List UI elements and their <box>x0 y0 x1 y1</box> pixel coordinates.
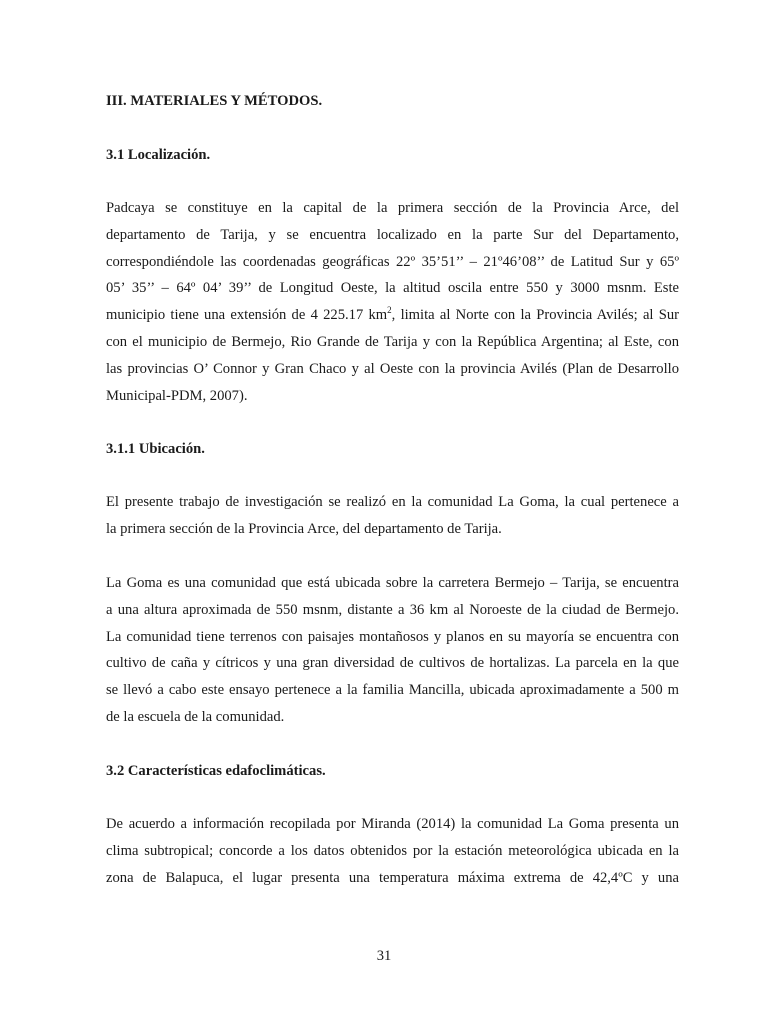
paragraph-line: se llevó a cabo este ensayo pertenece a la familia Mancilla, ubicada aproximadamente a 500 m <box>106 682 679 699</box>
paragraph-line: Municipal-PDM, 2007). <box>106 387 248 404</box>
paragraph-line: cultivo de caña y cítricos y una gran diversidad de cultivos de hortalizas. La parcela en la que <box>106 655 679 672</box>
paragraph-line: correspondiéndole las coordenadas geográficas 22º 35’51’’ – 21º46’08’’ de Latitud Sur y 65º <box>106 253 679 270</box>
superscript: 2 <box>387 305 392 316</box>
subsection-caracteristicas-heading: 3.2 Características edafoclimáticas. <box>106 763 326 779</box>
paragraph-line: zona de Balapuca, el lugar presenta una temperatura máxima extrema de 42,4ºC y una <box>106 869 679 886</box>
paragraph-localizacion <box>106 195 679 409</box>
paragraph-ubicacion-1 <box>106 489 679 543</box>
paragraph-line: departamento de Tarija, y se encuentra localizado en la parte Sur del Departamento, <box>106 226 679 243</box>
subsection-ubicacion-heading: 3.1.1 Ubicación. <box>106 441 205 457</box>
page-number: 31 <box>376 948 392 964</box>
paragraph-line: Padcaya se constituye en la capital de la primera sección de la Provincia Arce, del <box>106 200 679 216</box>
paragraph-line: La Goma es una comunidad que está ubicada sobre la carretera Bermejo – Tarija, se encuentra <box>106 575 679 591</box>
paragraph-line-with-superscript <box>106 302 679 329</box>
line-text: municipio tiene una extensión de 4 225.17 km <box>106 307 388 324</box>
paragraph-line: a una altura aproximada de 550 msnm, distante a 36 km al Noroeste de la ciudad de Bermejo. <box>106 601 679 618</box>
paragraph-line: 05’ 35’’ – 64º 04’ 39’’ de Longitud Oeste, la altitud oscila entre 550 y 3000 msnm. Este <box>106 280 679 297</box>
section-title: III. MATERIALES Y MÉTODOS. <box>106 93 323 109</box>
paragraph-line: clima subtropical; concorde a los datos obtenidos por la estación meteorológica ubicada en la <box>106 842 679 859</box>
paragraph-caracteristicas <box>106 811 679 891</box>
paragraph-ubicacion-2 <box>106 570 679 731</box>
paragraph-line: la primera sección de la Provincia Arce, del departamento de Tarija. <box>106 520 502 537</box>
paragraph-line: De acuerdo a información recopilada por Miranda (2014) la comunidad La Goma presenta un <box>106 816 679 832</box>
paragraph-line: El presente trabajo de investigación se realizó en la comunidad La Goma, la cual pertenece a <box>106 494 679 510</box>
subsection-localizacion-heading: 3.1 Localización. <box>106 147 211 163</box>
paragraph-line: las provincias O’ Connor y Gran Chaco y al Oeste con la provincia Avilés (Plan de Desarrollo <box>106 360 679 377</box>
paragraph-line: de la escuela de la comunidad. <box>106 708 285 725</box>
paragraph-line: La comunidad tiene terrenos con paisajes montañosos y planos en su mayoría se encuentra con <box>106 628 679 645</box>
paragraph-line: con el municipio de Bermejo, Rio Grande de Tarija y con la República Argentina; al Este, con <box>106 333 679 350</box>
line-text: , limita al Norte con la Provincia Avilés; al Sur <box>391 307 680 324</box>
